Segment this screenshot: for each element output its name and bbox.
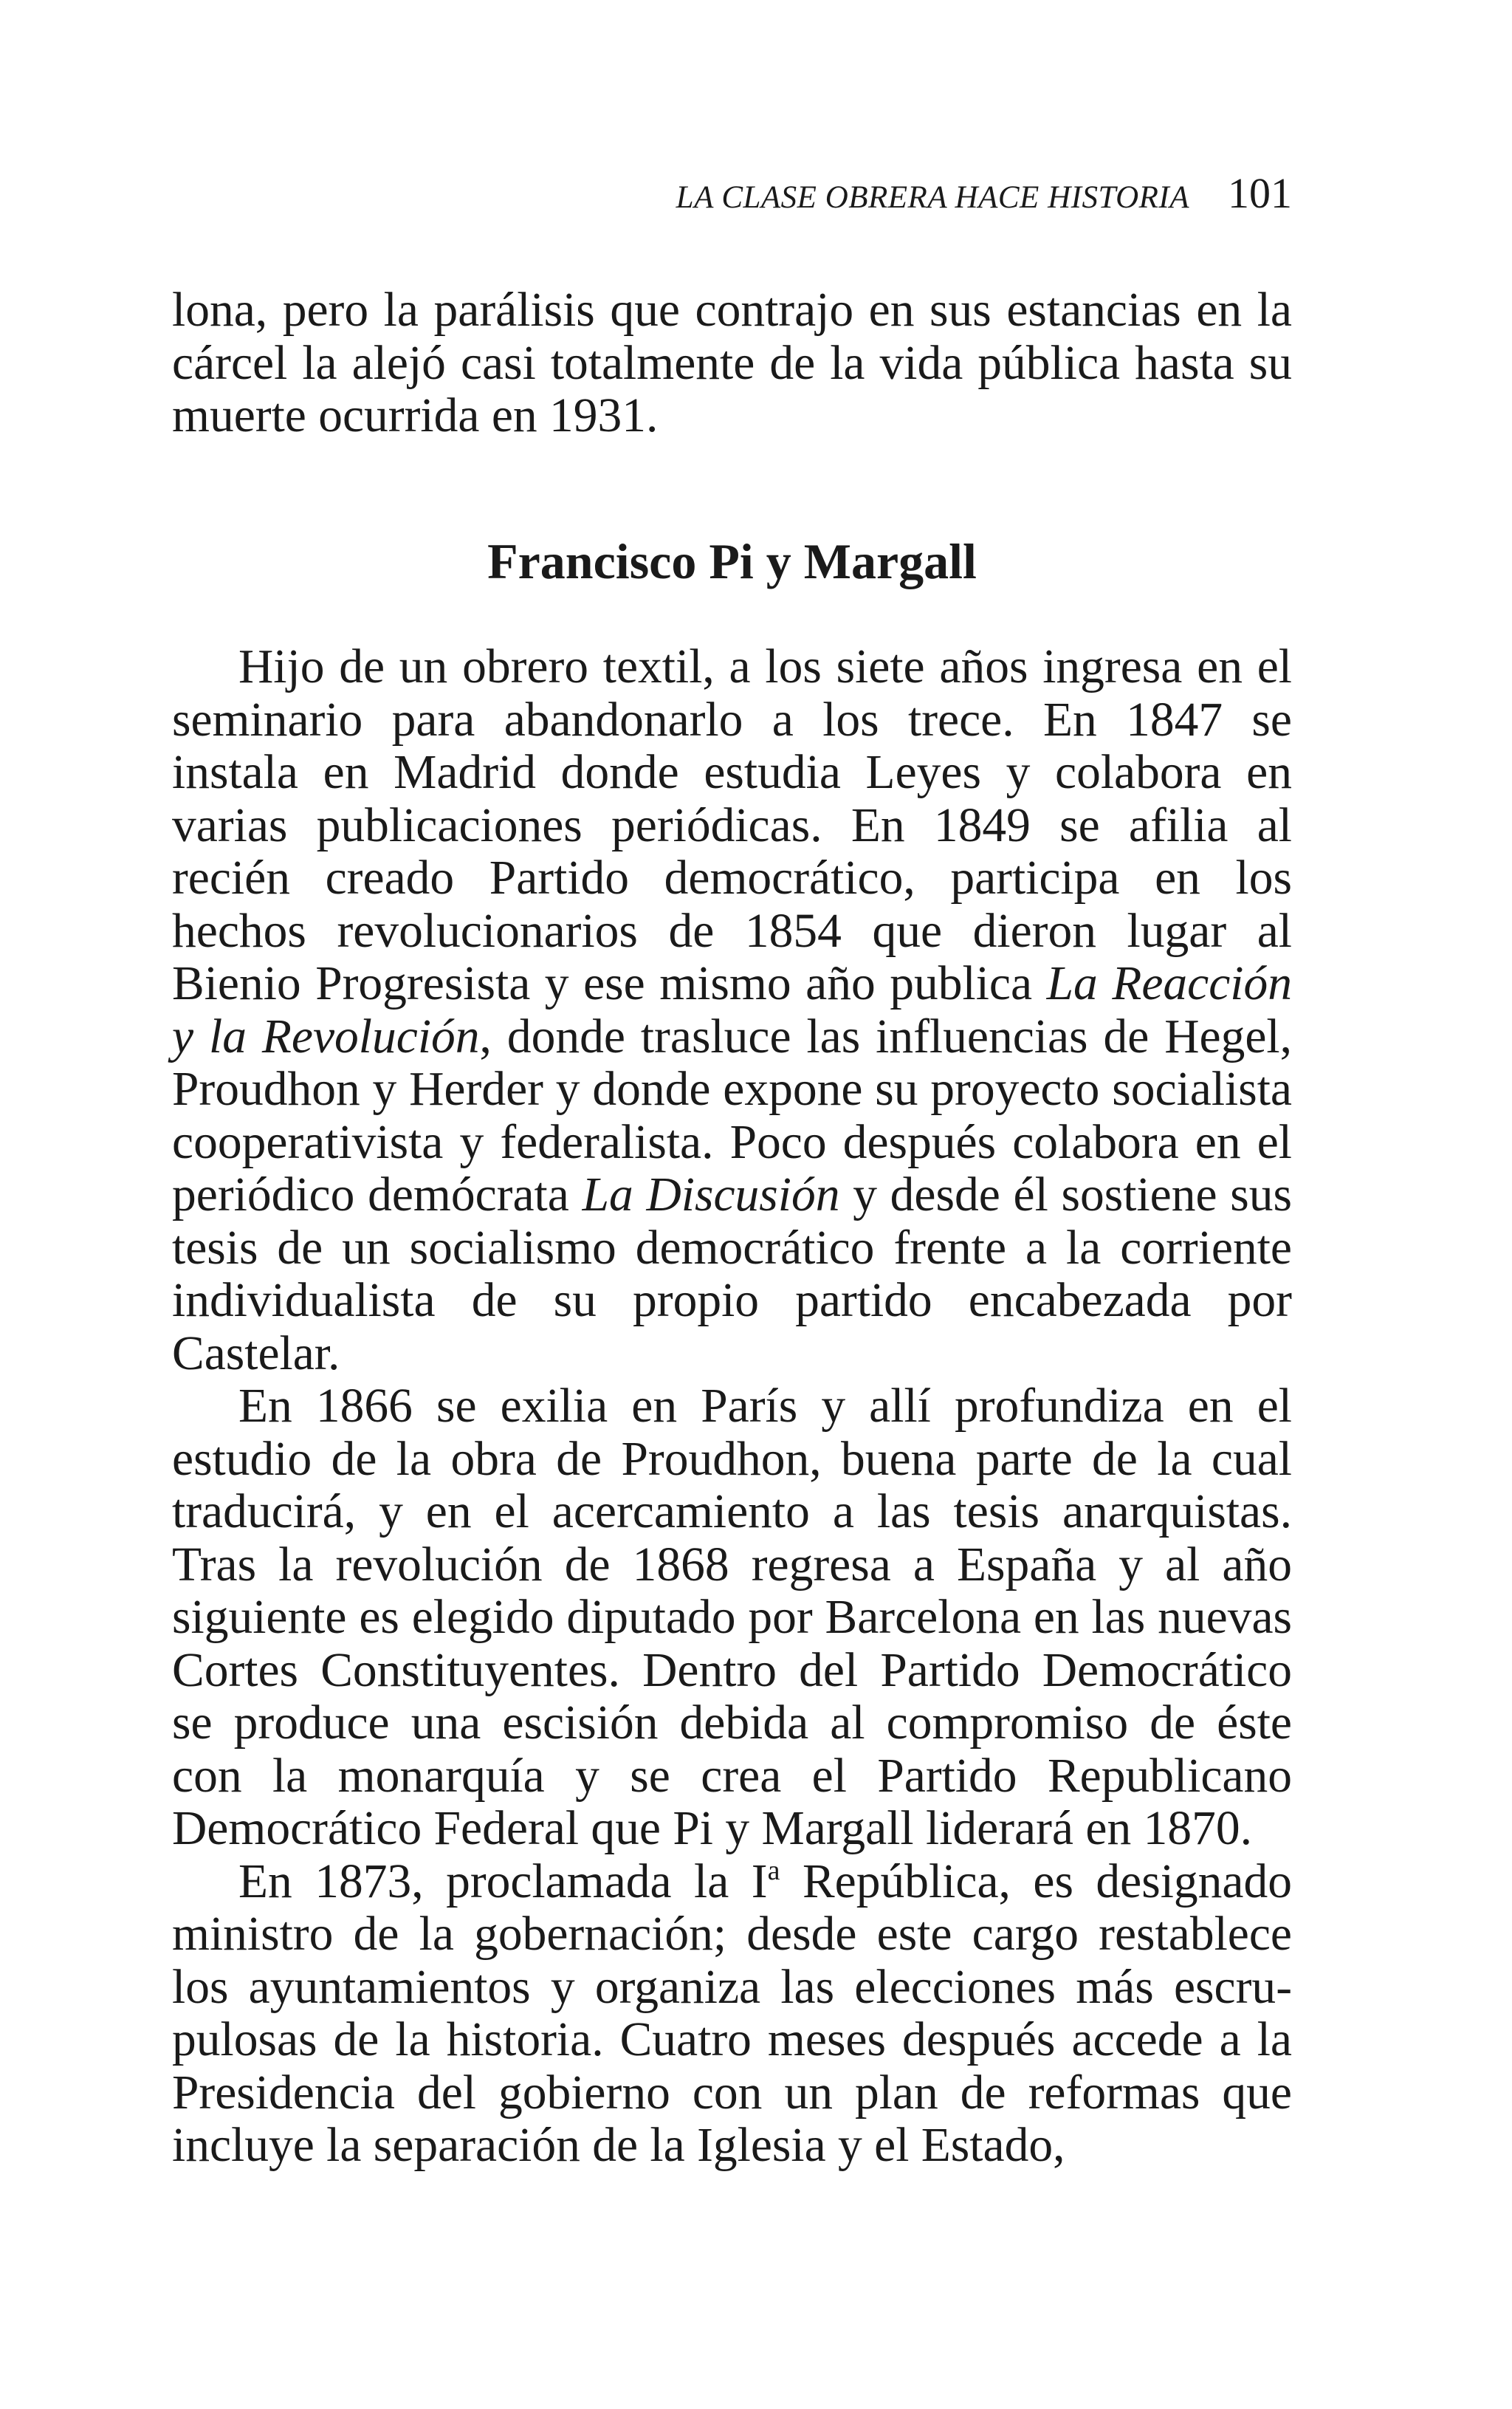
paragraph-3-text-a: En 1873, proclamada la I [238,1854,768,1908]
paragraph-1-text-c: y desde él sostiene sus tesis de un socialismo democrático frente a la corriente individualista de su propio partido encabezada por Castelar. [172,1168,1292,1380]
running-header [676,168,1292,218]
paragraph-2: En 1866 se exilia en París y allí profundiza en el estudio de la obra de Proudhon, buena parte de la cual traducirá, y en el acercamiento a las tesis anarquistas. Tras la revolución de 1868 regresa a España y al año siguiente es elegido diputado por Barcelona en las nuevas Cortes Constituyentes. Dentro del Partido Democrático se produce una escisión debida al compromiso de éste con la monarquía y se crea el Partido Republicano Democrático Federal que Pi y Margall liderará en 1870. [172,1380,1292,1855]
continuation-paragraph: lona, pero la parálisis que contrajo en sus estancias en la cárcel la alejó casi totalmente de la vida pública hasta su muerte ocurrida en 1931. [172,284,1292,442]
section-body [172,641,1292,2173]
paragraph-3-text-b: República, es designado ministro de la gobernación; desde este cargo restablece los ayuntamientos y organiza las elecciones más escrupulosas de la historia. Cuatro meses después accede a la Presidencia del gobierno con un plan de reformas que incluye la separación de la Iglesia y el Estado, [172,1854,1292,2172]
newspaper-title-la-discusion: La Discusión [582,1168,840,1221]
section-title: Francisco Pi y Margall [487,533,977,589]
paragraph-1-text-a: Hijo de un obrero textil, a los siete años ingresa en el seminario para abandonarlo a los trece. En 1847 se instala en Madrid donde estudia Leyes y colabora en varias publicaciones periódicas. En 1849 se afilia al recién creado Partido democrático, participa en los hechos revolucionarios de 1854 que dieron lugar al Bienio Progresista y ese mismo año publica [172,640,1292,1010]
paragraph-1 [172,641,1292,1380]
continuation-text-block [172,284,1292,443]
page-number: 101 [1228,169,1292,217]
paragraph-3 [172,1856,1292,2173]
running-title: LA CLASE OBRERA HACE HISTORIA [676,180,1189,215]
ordinal-superscript: a [767,1854,780,1886]
book-title-la-reaccion: La Reacción y la Revolución [172,957,1293,1063]
paragraph-1-text-b: , donde trasluce las influencias de Hegel, Proudhon y Herder y donde expone su proyecto socialista cooperativista y federalista. Poco después colabora en el periódico demócrata [172,1010,1292,1221]
